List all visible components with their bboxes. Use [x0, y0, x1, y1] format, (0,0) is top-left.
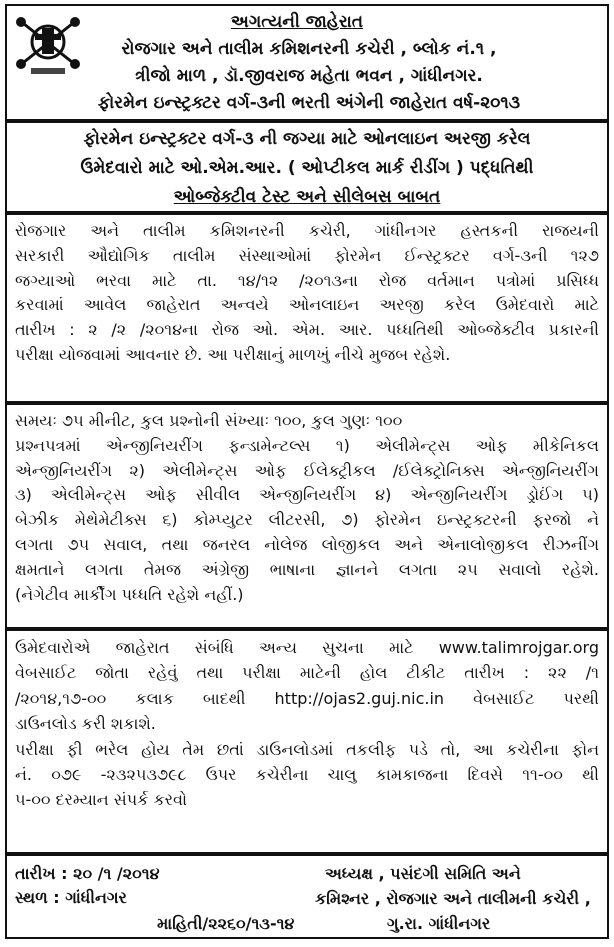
intro-line: જગ્યાઓ ભરવા માટે તા. ૧૪/૧૨ /૨૦૧૩ના રોજ વર્તમાન પત્રોમાં પ્રસિધ્ધ — [15, 270, 599, 290]
notice-line: /૨૦૧૪,૧૭-૦૦ કલાક બાદથી http://ojas2.guj.nic.in વેબસાઈટ પરથી — [15, 688, 599, 708]
issue-place: સ્થળ : ગાંધીનગર — [15, 888, 127, 907]
signatory-line: ગુ.રા. ગાંધીનગર — [387, 914, 491, 933]
header-title: અગત્યની જાહેરાત — [230, 12, 364, 32]
reference-number: માહિતી/૨૨૬૦/૧૩-૧૪ — [157, 914, 295, 933]
syllabus-line: બેઝીક મેથેમેટીક્સ ૬) કોમ્પ્યુટર લીટરસી, ૭) ફોરમેન ઇન્સ્ટ્રક્ટરની ફરજો ને — [15, 510, 599, 530]
subject-section — [5, 121, 609, 213]
header-section — [5, 4, 609, 121]
notice-line: ઉમેદવારોએ જાહેરાત સંબંધિ અન્ય સુચના માટે www.talimrojgar.org — [15, 638, 599, 657]
subject-line: ઓબ્જેક્ટીવ ટેસ્ટ અને સીલેબસ બાબત — [173, 187, 441, 207]
notice-line: નં. ૦૭૯ -૨૩૨૫૩૭૯૮ ઉપર કચેરીના ચાલુ કામકાજના દિવસે ૧૧-૦૦ થી — [15, 765, 599, 785]
syllabus-line: એન્જીનિયરીંગ ૨) એલીમેન્ટ્સ ઓફ ઈલેક્ટ્રીકલ /ઈલેક્ટ્રોનિક્સ એન્જીનિયરીંગ — [15, 460, 599, 480]
notice-line: પરીક્ષા ફી ભરેલ હોય તેમ છતાં ડાઉનલોડમાં તકલીફ પડે તો, આ કચેરીના ફોન — [15, 739, 599, 759]
advertisement-page — [5, 4, 609, 939]
header-office-line: રોજગાર અને તાલીમ કમિશનરની કચેરી , બ્લોક નં.૧ , — [121, 39, 497, 59]
exam-summary-line: સમયઃ ૭૫ મીનીટ, કુલ પ્રશ્નોની સંખ્યાઃ ૧૦૦, કુલ ગુણઃ ૧૦૦ — [15, 411, 403, 430]
footer-section — [5, 854, 609, 939]
syllabus-line: ક્ષમતાને લગતા તેમજ અંગ્રેજી ભાષાના જ્ઞાનને લગતા ૨૫ સવાલો રહેશે. — [15, 559, 599, 579]
exam-details-section — [5, 403, 609, 629]
notice-line: ડાઉનલોડ કરી શકાશે. — [15, 714, 156, 734]
intro-line: તારીખ : ૨ /૨ /૨૦૧૪ના રોજ ઓ. એમ. આર. પધ્ધતિથી ઓબ્જેક્ટીવ પ્રકારની — [15, 320, 599, 340]
intro-line: સરકારી ઔદ્યોગિક તાલીમ સંસ્થાઓમાં ફોરમેન ઈન્સ્ટ્રક્ટર વર્ગ-૩ની ૧૨૭ — [15, 245, 599, 265]
syllabus-line: ૩) એલીમેન્ટ્સ ઓફ સીવીલ એન્જીનિયરીંગ ૪) એન્જીનિયરીંગ ડ્રોઈંગ ૫) — [15, 485, 599, 505]
signatory-line: કમિશ્નર , રોજગાર અને તાલીમની કચેરી , — [315, 889, 591, 908]
syllabus-line: પ્રશ્નપત્રમાં એન્જીનિયરીંગ ફન્ડામેન્ટલ્સ ૧) એલીમેન્ટ્સ ઓફ મીકેનિકલ — [15, 435, 599, 455]
intro-section — [5, 213, 609, 403]
issue-date: તારીખ : ૨૦ /૧ /૨૦૧૪ — [15, 864, 160, 883]
intro-line: પરીક્ષા યોજવામાં આવનાર છે. આ પરીક્ષાનું માળખું નીચે મુજબ રહેશે. — [15, 344, 451, 364]
notice-line: ૫-૦૦ દરમ્યાન સંપર્ક કરવો — [15, 790, 188, 810]
subject-line: ઉમેદવારો માટે ઓ.એમ.આર. ( ઓપ્ટીકલ માર્ક રીડીંગ ) પદ્ધતિથી — [80, 158, 534, 178]
signatory-line: અધ્યક્ષ , પસંદગી સમિતિ અને — [325, 864, 521, 883]
notice-line: વેબસાઈટ જોતા રહેવું તથા પરીક્ષા માટેની હોલ ટીકીટ તારીખ : ૨૨ /૧ — [15, 663, 599, 683]
intro-line: રોજગાર અને તાલીમ કમિશનરની કચેરી, ગાંધીનગર હસ્તકની રાજયની — [15, 221, 599, 240]
intro-line: કરવામાં આવેલ જાહેરાત અન્વયે ઓનલાઇન અરજી કરેલ ઉમેદવારો માટે — [15, 295, 599, 315]
syllabus-line: લગતા ૭૫ સવાલ, તથા જનરલ નોલેજ લોજીકલ અને એનાલોજીકલ રીઝનીંગ — [15, 534, 599, 554]
notice-section — [5, 629, 609, 854]
negative-marking-note: (નેગેટીવ માર્કીંગ પધ્ધતિ રહેશે નહીં.) — [15, 584, 244, 604]
subject-line: ફોરમેન ઇન્સ્ટ્રક્ટર વર્ગ-૩ ની જગ્યા માટે ઓનલાઇન અરજી કરેલ — [83, 129, 531, 149]
header-recruitment-line: ફોરમેન ઇન્સ્ટ્રક્ટર વર્ગ-૩ની ભરતી અંગેની જાહેરાત વર્ષ-૨૦૧૩ — [97, 93, 521, 113]
header-address-line: ત્રીજો માળ , ડૉ.જીવરાજ મહેતા ભવન , ગાંધીનગર. — [135, 66, 483, 86]
